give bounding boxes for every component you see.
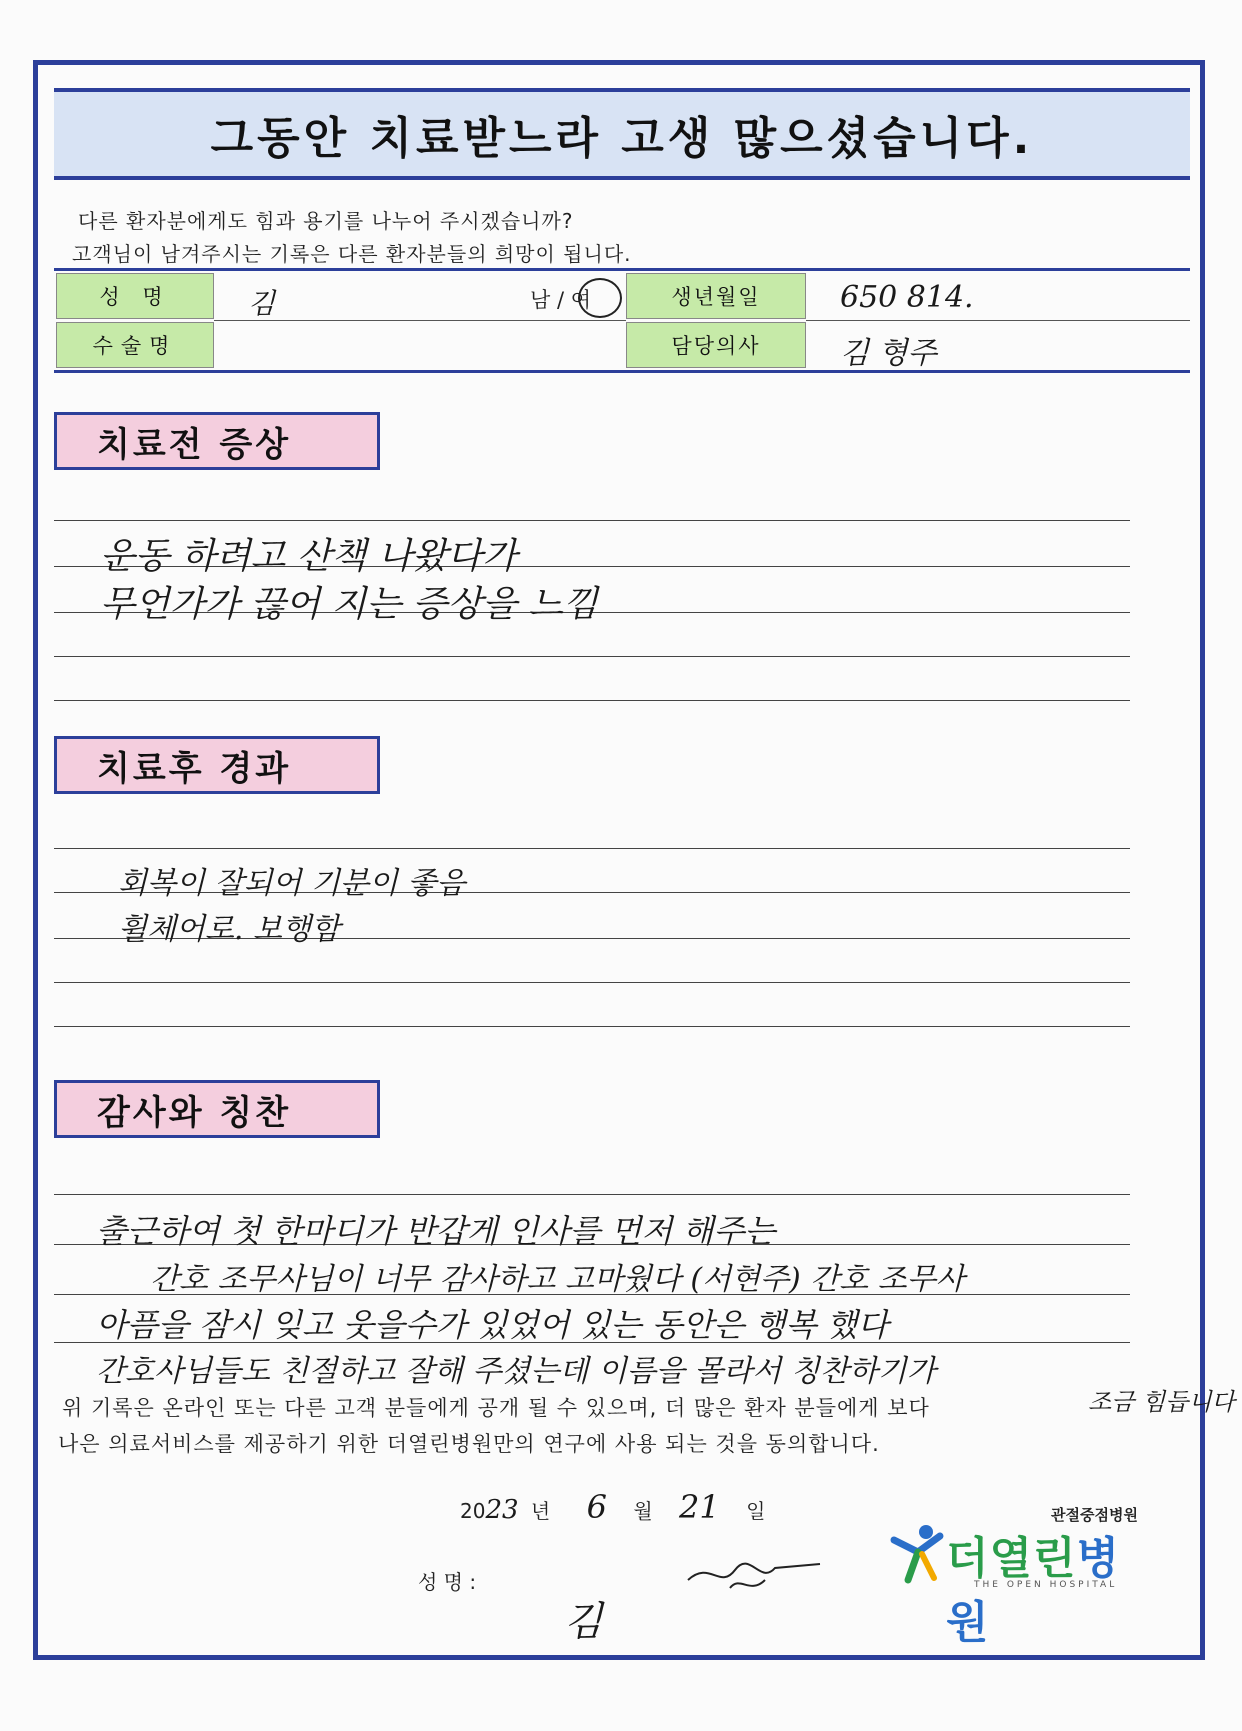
section-heading-thanks: 감사와 칭찬 — [54, 1080, 380, 1138]
thanks-line-4: 간호사님들도 친절하고 잘해 주셨는데 이름을 몰라서 칭찬하기가 — [96, 1354, 936, 1389]
ruled-line — [54, 700, 1130, 701]
logo-subtitle: 관절중점병원 — [1051, 1506, 1138, 1524]
birth-value: 650 814. — [840, 280, 974, 315]
ruled-line — [54, 848, 1130, 849]
logo-name-part1: 더열린 — [946, 1533, 1077, 1584]
thanks-line-1: 출근하여 첫 한마디가 반갑게 인사를 먼저 해주는 — [96, 1212, 776, 1250]
before-line-2: 무언가가 끊어 지는 증상을 느낌 — [100, 584, 598, 625]
section-heading-after: 치료후 경과 — [54, 736, 380, 794]
after-line-2: 휠체어로. 보행함 — [118, 912, 340, 947]
logo-name-part2: 병원 — [946, 1533, 1121, 1648]
ruled-line — [54, 656, 1130, 657]
surgery-label: 수술명 — [56, 322, 214, 368]
date-day: 21 — [679, 1488, 720, 1526]
doctor-label: 담당의사 — [626, 322, 806, 368]
signature-label: 성 명 : — [418, 1570, 477, 1594]
signature-value: 김 — [564, 1599, 603, 1645]
intro-line-2: 고객님이 남겨주시는 기록은 다른 환자분들의 희망이 됩니다. — [72, 242, 632, 266]
date-day-unit: 일 — [746, 1499, 766, 1523]
hospital-logo — [888, 1504, 1138, 1648]
date-month: 6 — [586, 1488, 607, 1526]
thanks-tail: 조금 힘듭니다 — [1088, 1388, 1235, 1416]
ruled-line — [54, 1026, 1130, 1027]
table-row-divider — [806, 320, 1190, 321]
consent-line-1: 위 기록은 온라인 또는 다른 고객 분들에게 공개 될 수 있으며, 더 많은 환자 분들에게 보다 — [62, 1396, 930, 1420]
ruled-line — [54, 520, 1130, 521]
doctor-value: 김 형주 — [840, 336, 937, 371]
after-line-1: 회복이 잘되어 기분이 좋음 — [118, 866, 466, 901]
birth-label: 생년월일 — [626, 273, 806, 319]
logo-figure-icon — [888, 1522, 948, 1586]
name-label: 성 명 — [56, 273, 214, 319]
date-field — [460, 1488, 765, 1526]
date-year-unit: 년 — [530, 1499, 551, 1523]
title-banner — [54, 88, 1190, 180]
thanks-line-2: 간호 조무사님이 너무 감사하고 고마웠다 (서현주) 간호 조무사 — [150, 1262, 965, 1297]
name-value: 김 — [248, 287, 276, 320]
table-bottom-border — [54, 370, 1190, 373]
logo-english: THE OPEN HOSPITAL — [974, 1580, 1118, 1590]
thanks-line-3: 아픔을 잠시 잊고 웃을수가 있었어 있는 동안은 행복 했다 — [96, 1306, 889, 1344]
page-title: 그동안 치료받느라 고생 많으셨습니다. — [210, 113, 1034, 164]
table-top-border — [54, 268, 1190, 271]
date-year-hand: 23 — [485, 1495, 519, 1525]
before-line-1: 운동 하려고 산책 나왔다가 — [100, 536, 517, 577]
section-heading-before: 치료전 증상 — [54, 412, 380, 470]
date-month-unit: 월 — [633, 1499, 653, 1523]
ruled-line — [54, 1194, 1130, 1195]
intro-line-1: 다른 환자분에게도 힘과 용기를 나누어 주시겠습니까? — [78, 209, 574, 233]
table-row-divider — [214, 320, 626, 321]
gender-label: 남 / 여 — [530, 288, 591, 312]
gender-circle — [578, 278, 622, 318]
date-year-prefix: 20 — [460, 1499, 486, 1523]
consent-line-2: 나은 의료서비스를 제공하기 위한 더열린병원만의 연구에 사용 되는 것을 동의합니다. — [58, 1432, 880, 1456]
ruled-line — [54, 982, 1130, 983]
signature-scribble — [680, 1550, 830, 1600]
